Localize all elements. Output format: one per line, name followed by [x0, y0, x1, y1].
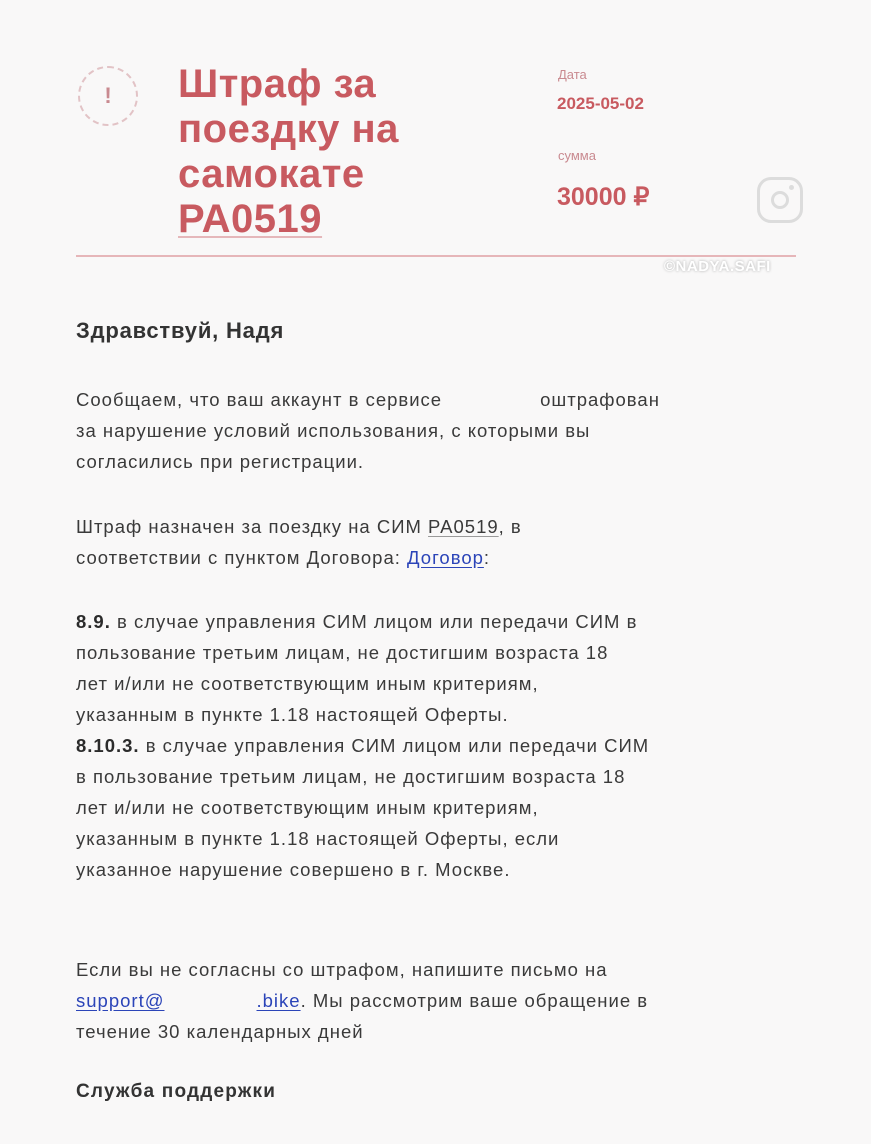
- greeting: Здравствуй, Надя: [76, 318, 285, 343]
- clause-1-line-4: указанным в пункте 1.18 настоящей Оферты.: [76, 704, 509, 725]
- clause-2-line-5: указанное нарушение совершено в г. Москве.: [76, 859, 511, 880]
- intro-line-1b: оштрафован: [540, 389, 660, 410]
- clause-2-number: 8.10.3.: [76, 735, 140, 756]
- notice-line-1a: Штраф назначен за поездку на СИМ: [76, 516, 429, 537]
- title-scooter-code: РА0519: [178, 197, 323, 241]
- notice-line-2a: соответствии с пунктом Договора:: [76, 547, 408, 568]
- clause-1-line-2: пользование третьим лицам, не достигшим возраста 18: [76, 642, 609, 663]
- amount-value: 30000 ₽: [557, 183, 650, 211]
- contract-link[interactable]: Договор: [407, 547, 484, 568]
- contact-line-1: Если вы не согласны со штрафом, напишите письмо на: [76, 959, 608, 980]
- contact-line-3: течение 30 календарных дней: [76, 1021, 364, 1042]
- exclamation-glyph: !: [104, 83, 112, 108]
- support-email-user: support@: [76, 990, 165, 1011]
- intro-line-1a: Сообщаем, что ваш аккаунт в сервисе: [76, 389, 443, 410]
- clauses-paragraph: [76, 606, 801, 885]
- header-divider: [76, 255, 796, 257]
- clause-2-line-2: в пользование третьим лицам, не достигшим возраста 18: [76, 766, 626, 787]
- clause-1-line-1: в случае управления СИМ лицом или передачи СИМ в: [110, 611, 638, 632]
- clause-2-line-3: лет и/или не соответствующим иным критериям,: [76, 797, 539, 818]
- date-label: Дата: [558, 67, 587, 82]
- amount-label: сумма: [558, 148, 596, 163]
- exclamation-circle-icon: [78, 66, 138, 126]
- intro-paragraph: [76, 384, 801, 477]
- intro-line-3: согласились при регистрации.: [76, 451, 365, 472]
- intro-line-2: за нарушение условий использования, с которыми вы: [76, 420, 591, 441]
- fine-notice-paragraph: [76, 511, 801, 573]
- clause-1-number: 8.9.: [76, 611, 111, 632]
- notice-line-2b: :: [483, 547, 491, 568]
- contact-line-2b: . Мы рассмотрим ваше обращение в: [300, 990, 649, 1011]
- watermark: ©NADYA.SAFI: [664, 258, 771, 275]
- clause-2-line-1: в случае управления СИМ лицом или передачи СИМ: [139, 735, 650, 756]
- notice-scooter-code: РА0519: [428, 516, 499, 537]
- contact-paragraph: [76, 954, 801, 1047]
- clause-1-line-3: лет и/или не соответствующим иным критериям,: [76, 673, 539, 694]
- support-email-domain: .bike: [256, 990, 301, 1011]
- clause-2-line-4: указанным в пункте 1.18 настоящей Оферты, если: [76, 828, 560, 849]
- notice-line-1b: , в: [498, 516, 522, 537]
- date-value: 2025-05-02: [557, 94, 644, 113]
- support-email-link[interactable]: [76, 990, 301, 1011]
- title-main: Штраф за поездку на самокате: [178, 62, 399, 196]
- signature: Служба поддержки: [76, 1081, 277, 1102]
- instagram-icon: [757, 177, 803, 223]
- email-title: [178, 62, 458, 242]
